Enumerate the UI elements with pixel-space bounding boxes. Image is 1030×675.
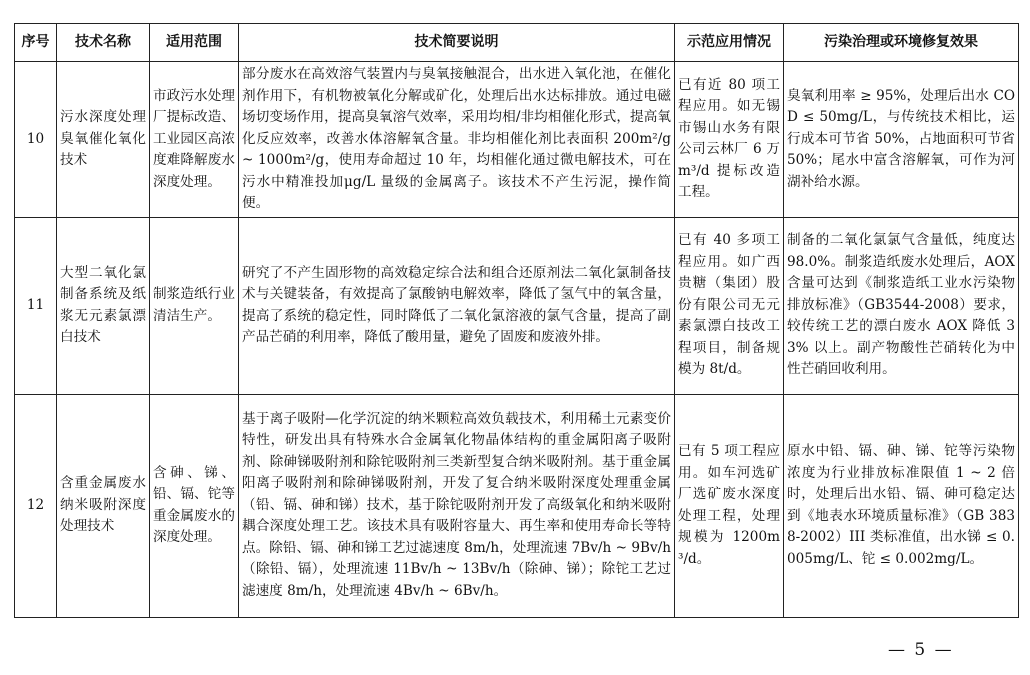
page-number: — 5 — [888,640,954,660]
table-row [15,217,1019,394]
technology-table [14,23,1019,618]
row-scope: 含砷、锑、铅、镉、铊等重金属废水的深度处理。 [150,394,239,617]
table-row [15,394,1019,617]
header-scope: 适用范围 [150,24,239,62]
header-desc: 技术简要说明 [239,24,675,62]
header-name: 技术名称 [57,24,150,62]
row-demo: 已有 5 项工程应用。如车河选矿厂选矿废水深度处理工程，处理规模为 1200m³/d。 [675,394,784,617]
row-desc: 研究了不产生固形物的高效稳定综合法和组合还原剂法二氧化氯制备技术与关键装备，有效提高了氯酸钠电解效率，降低了氢气中的氧含量，提高了系统的稳定性，同时降低了二氧化氯溶液的氯气含量，提高了副产品芒硝的利用率，降低了酸用量，避免了固废和废液外排。 [239,217,675,394]
row-scope: 制浆造纸行业清洁生产。 [150,217,239,394]
header-row [15,24,1019,62]
header-seq: 序号 [15,24,57,62]
row-desc: 部分废水在高效溶气装置内与臭氧接触混合，出水进入氧化池，在催化剂作用下，有机物被氧化分解或矿化，处理后出水达标排放。通过电磁场切变场作用，提高臭氧溶气效率，采用均相/非均相催化形式，提高氧化反应效率，改善水体溶解氧含量。非均相催化剂比表面积 200m²/g ~ 1000m²/g，使用寿命超过 10 年，均相催化通过微电解技术，可在污水中精准投加μg/L 量级的金属离子。该技术不产生污泥，操作简便。 [239,62,675,218]
row-name: 大型二氧化氯制备系统及纸浆无元素氯漂白技术 [57,217,150,394]
row-effect: 制备的二氧化氯氯气含量低，纯度达 98.0%。制浆造纸废水处理后，AOX 含量可达到《制浆造纸工业水污染物排放标准》（GB3544-2008）要求，较传统工艺的漂白废水 AOX 降低 33% 以上。副产物酸性芒硝转化为中性芒硝回收利用。 [784,217,1019,394]
row-seq: 10 [15,62,57,218]
row-name: 含重金属废水纳米吸附深度处理技术 [57,394,150,617]
header-effect: 污染治理或环境修复效果 [784,24,1019,62]
row-desc: 基于离子吸附—化学沉淀的纳米颗粒高效负载技术，利用稀土元素变价特性，研发出具有特殊水合金属氧化物晶体结构的重金属阳离子吸附剂、除砷锑吸附剂和除铊吸附剂三类新型复合纳米吸附剂。基于重金属阳离子吸附剂和除砷锑吸附剂，开发了复合纳米吸附深度处理重金属（铅、镉、砷和锑）技术，基于除铊吸附剂开发了高级氧化和纳米吸附耦合深度处理工艺。该技术具有吸附容量大、再生率和使用寿命长等特点。除铅、镉、砷和锑工艺过滤速度 8m/h，处理流速 7Bv/h ~ 9Bv/h（除铅、镉），处理流速 11Bv/h ~ 13Bv/h（除砷、锑）；除铊工艺过滤速度 8m/h，处理流速 4Bv/h ~ 6Bv/h。 [239,394,675,617]
row-scope: 市政污水处理厂提标改造、工业园区高浓度难降解废水深度处理。 [150,62,239,218]
row-seq: 11 [15,217,57,394]
row-name: 污水深度处理臭氧催化氧化技术 [57,62,150,218]
row-demo: 已有 40 多项工程应用。如广西贵糖（集团）股份有限公司无元素氯漂白技改工程项目，制备规模为 8t/d。 [675,217,784,394]
row-seq: 12 [15,394,57,617]
row-effect: 原水中铅、镉、砷、锑、铊等污染物浓度为行业排放标准限值 1 ~ 2 倍时，处理后出水铅、镉、砷可稳定达到《地表水环境质量标准》（GB 3838-2002）III 类标准值，出水锑 ≤ 0.005mg/L、铊 ≤ 0.002mg/L。 [784,394,1019,617]
row-demo: 已有近 80 项工程应用。如无锡市锡山水务有限公司云林厂 6 万 m³/d 提标改造工程。 [675,62,784,218]
row-effect: 臭氧利用率 ≥ 95%，处理后出水 COD ≤ 50mg/L，与传统技术相比，运行成本可节省 50%，占地面积可节省 50%；尾水中富含溶解氧，可作为河湖补给水源。 [784,62,1019,218]
header-demo: 示范应用情况 [675,24,784,62]
table-row [15,62,1019,218]
